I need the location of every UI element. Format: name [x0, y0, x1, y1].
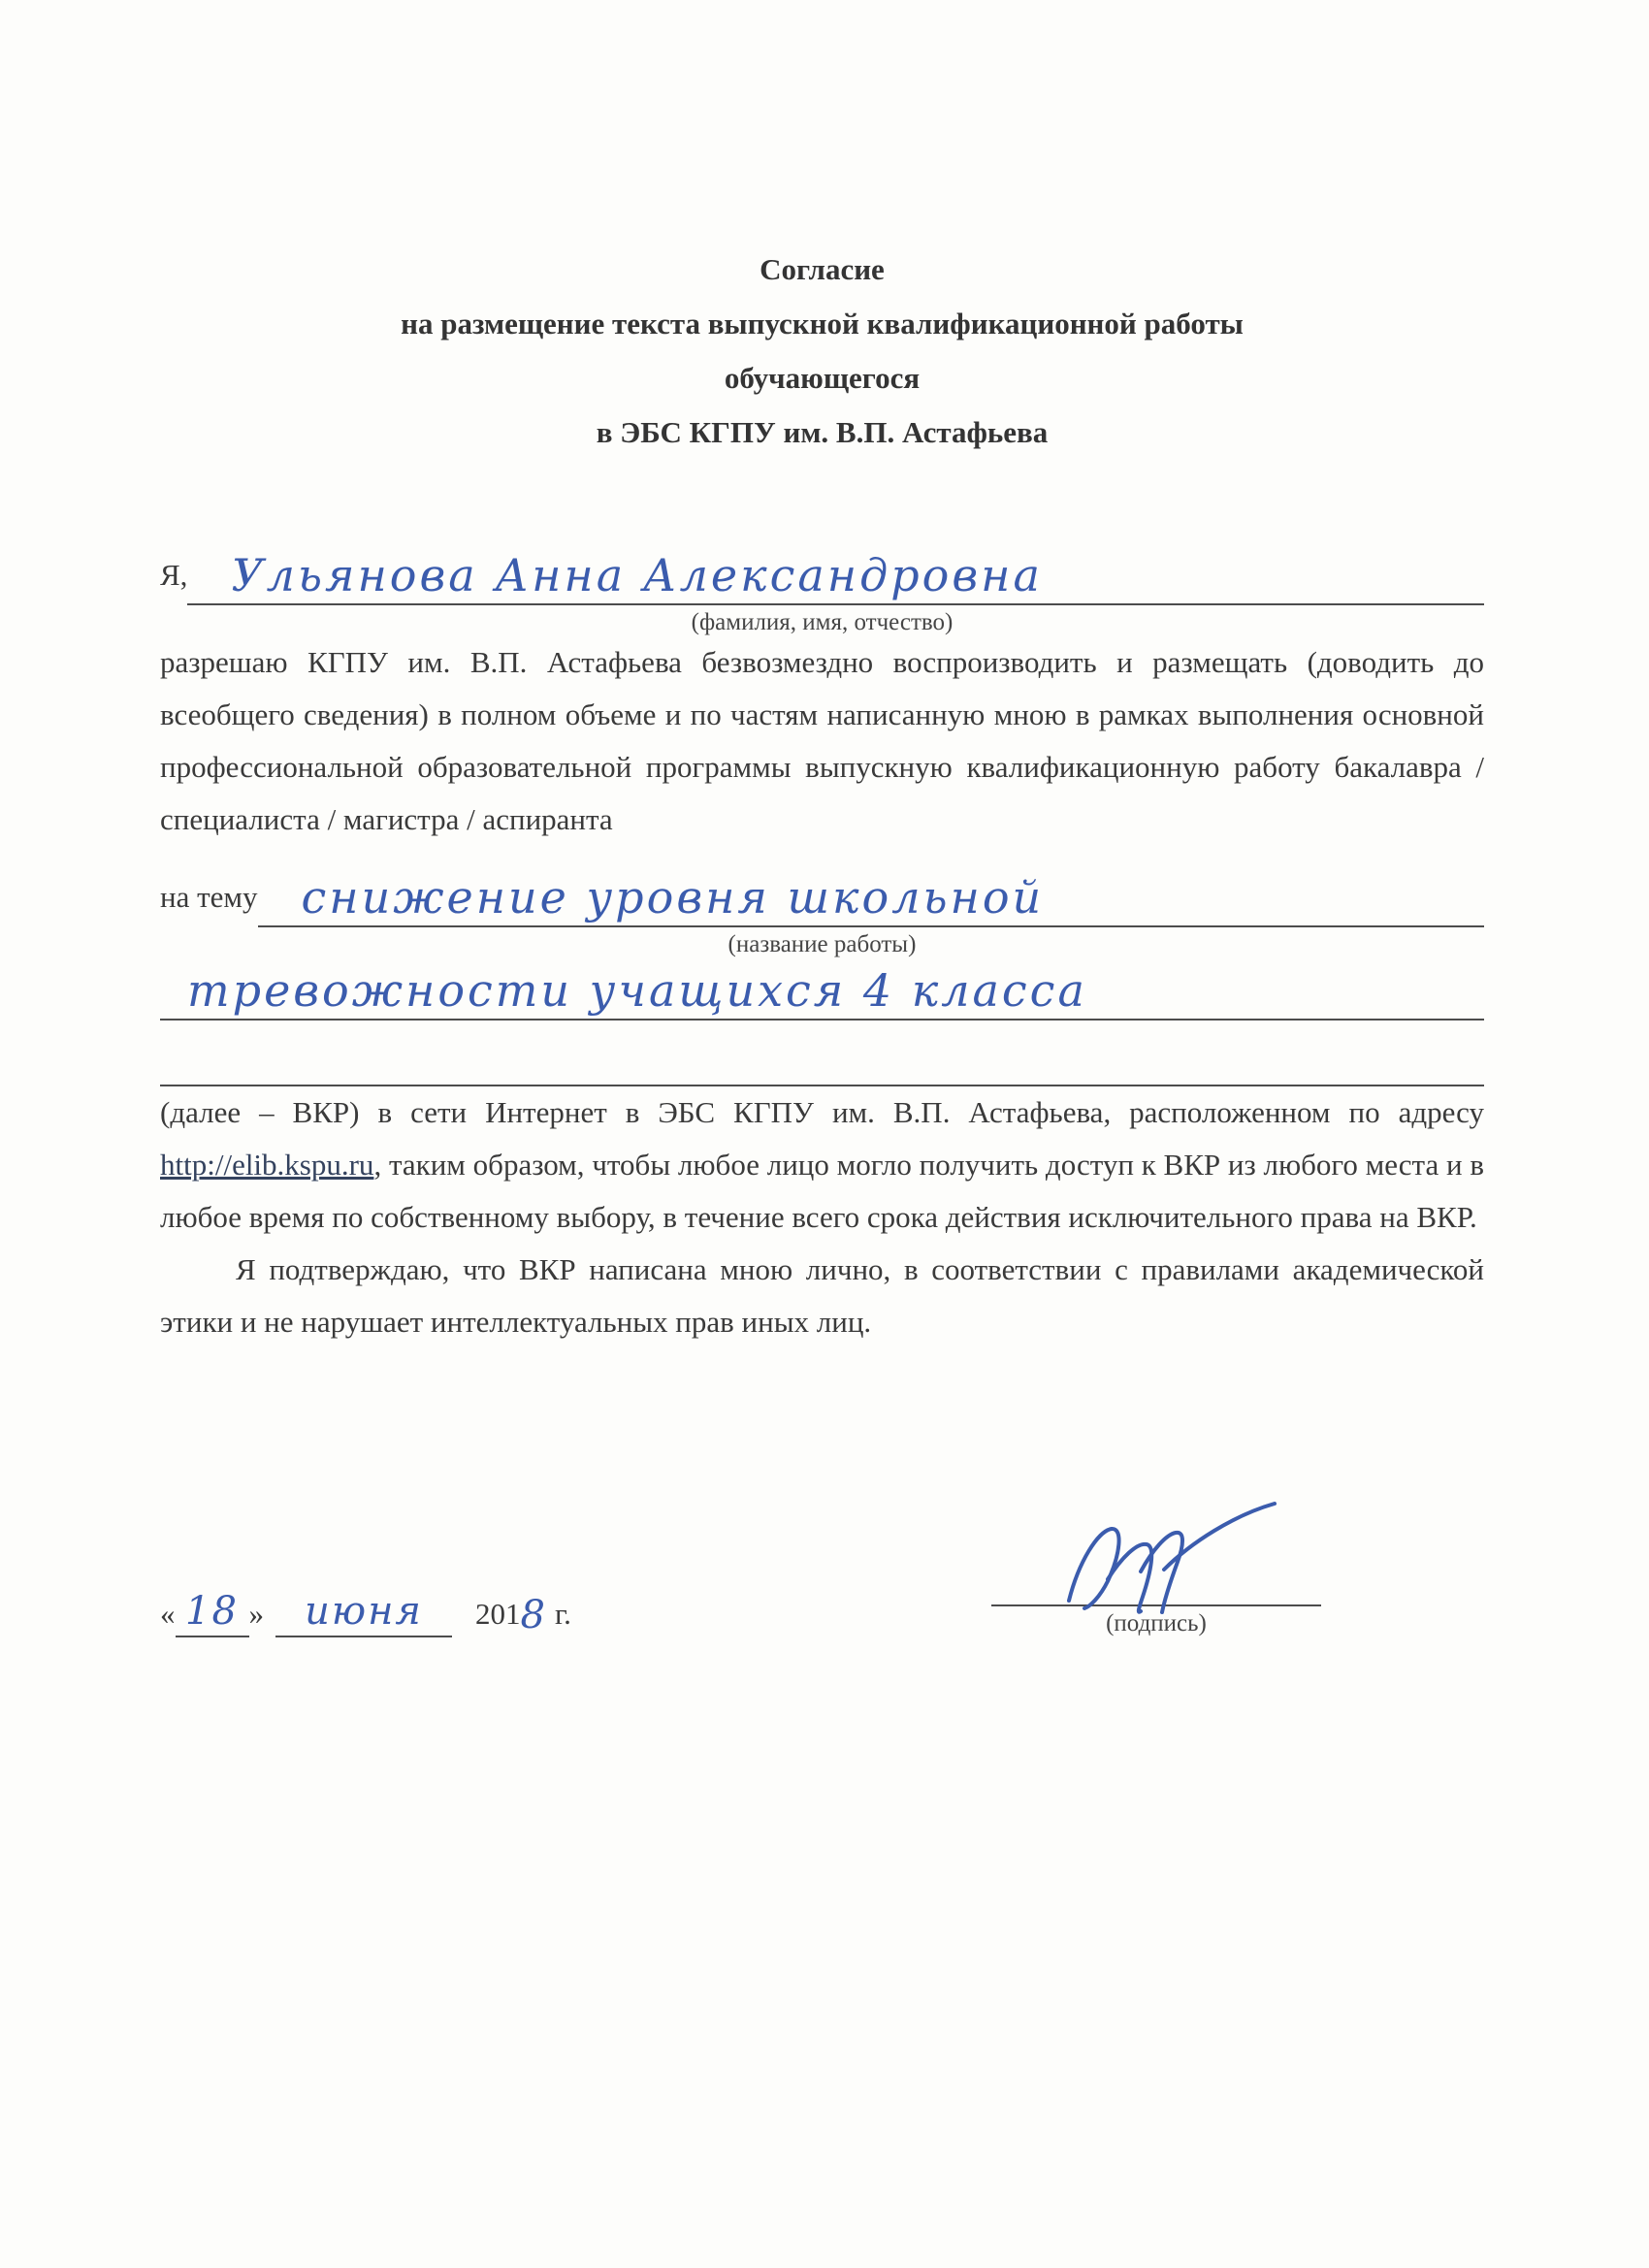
title-line-4: в ЭБС КГПУ им. В.П. Астафьева — [596, 415, 1049, 449]
topic-caption: (название работы) — [728, 931, 917, 957]
name-caption: (фамилия, имя, отчество) — [691, 609, 954, 635]
handwritten-topic-line-1: снижение уровня школьной — [258, 871, 1484, 927]
title-line-2: на размещение текста выпускной квалификационной работы — [401, 307, 1244, 340]
topic-prefix: на тему — [160, 880, 258, 914]
permission-paragraph: разрешаю КГПУ им. В.П. Астафьева безвозмездно воспроизводить и размещать (доводить до всеобщего сведения) в полном объеме и по частям написанную мною в рамках выполнения основной профессиональной образовательной программы выпускную квалификационную работу бакалавра / специалиста / магистра / аспиранта — [160, 645, 1484, 836]
document-title — [160, 243, 1484, 460]
footer-row — [160, 1494, 1484, 1637]
date-group — [160, 1589, 571, 1637]
year-printed: 201 — [475, 1597, 521, 1631]
elib-url-link: http://elib.kspu.ru — [160, 1148, 374, 1182]
year-suffix: г. — [554, 1597, 571, 1631]
topic-row-2 — [160, 964, 1484, 1021]
title-line-1: Согласие — [760, 252, 885, 286]
name-row — [160, 549, 1484, 605]
topic-row-1 — [160, 871, 1484, 927]
publication-text-after-link: , таким образом, чтобы любое лицо могло получить доступ к ВКР из любого места и в любое время по собственному выбору, в течение всего срока действия исключительного права на ВКР. — [160, 1148, 1484, 1234]
handwritten-year-digit: 8 — [520, 1593, 547, 1637]
handwritten-full-name: Ульянова Анна Александровна — [187, 549, 1484, 605]
title-line-3: обучающегося — [724, 361, 921, 395]
publication-text-before-link: (далее – ВКР) в сети Интернет в ЭБС КГПУ им. В.П. Астафьева, расположенном по адресу — [160, 1095, 1484, 1129]
publication-paragraph — [160, 1086, 1484, 1244]
handwritten-day: 18 — [176, 1589, 249, 1637]
signature-scribble — [1011, 1494, 1302, 1630]
blank-ruled-line — [160, 1042, 1484, 1086]
signature-caption: (подпись) — [1106, 1610, 1207, 1636]
signature-line — [991, 1597, 1321, 1606]
name-prefix: Я, — [160, 558, 188, 592]
close-quote: » — [248, 1597, 264, 1631]
handwritten-topic-line-2: тревожности учащихся 4 класса — [160, 964, 1484, 1021]
signature-block — [991, 1494, 1321, 1637]
open-quote: « — [160, 1597, 176, 1631]
confirmation-paragraph: Я подтверждаю, что ВКР написана мною лично, в соответствии с правилами академической этики и не нарушает интеллектуальных прав иных лиц. — [160, 1252, 1484, 1339]
handwritten-month: июня — [275, 1589, 452, 1637]
